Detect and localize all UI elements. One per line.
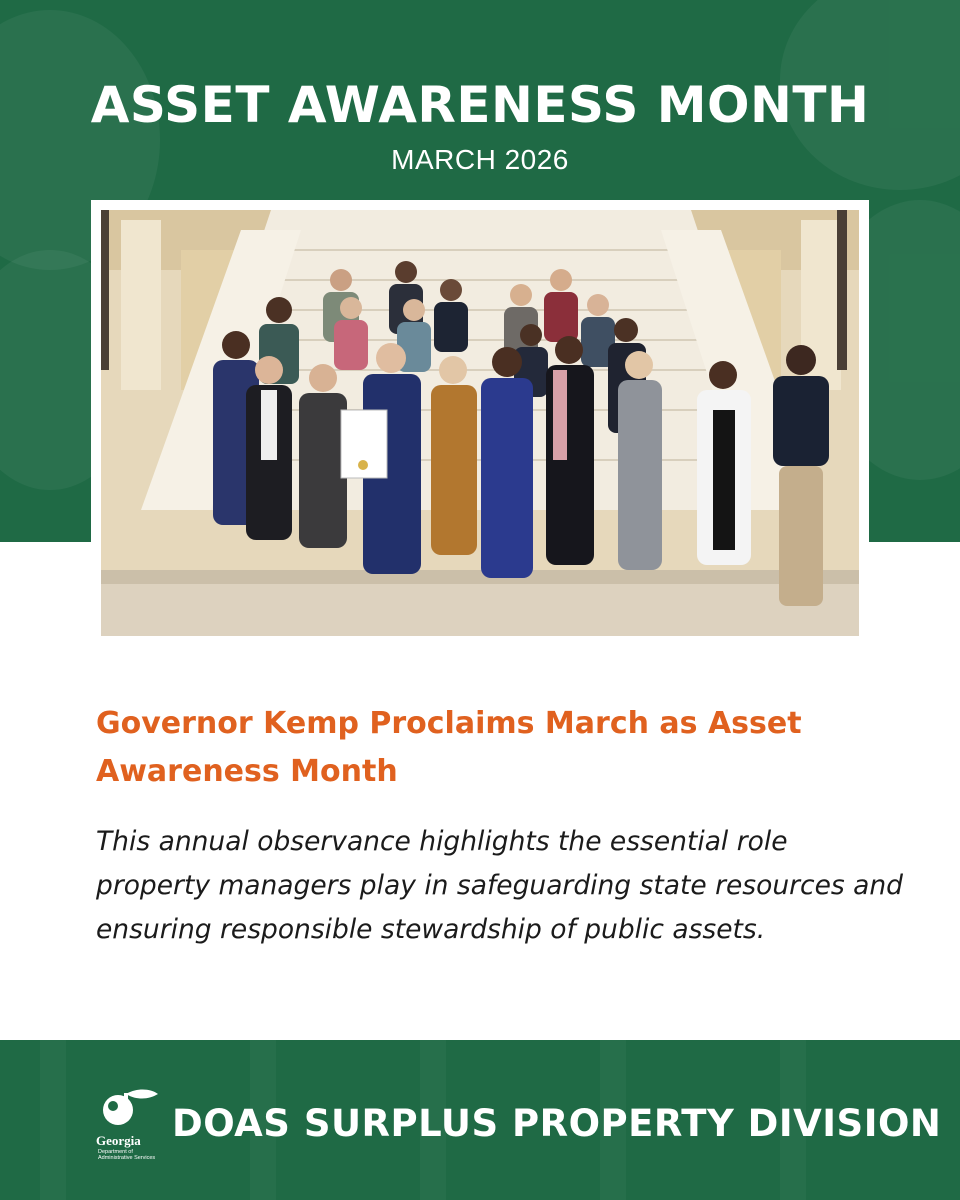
logo-wordmark: Georgia	[96, 1133, 141, 1148]
group-photo-image	[101, 210, 859, 636]
division-name: DOAS SURPLUS PROPERTY DIVISION	[172, 1102, 942, 1145]
article-headline: Governor Kemp Proclaims March as Asset Awareness Month	[96, 706, 802, 789]
page-title: ASSET AWARENESS MONTH	[90, 76, 870, 134]
article-body: This annual observance highlights the essential role property managers play in safeguarding state resources and ensuring responsible stewardship of public assets.	[96, 826, 903, 945]
building-column-decoration	[40, 1040, 66, 1200]
logo-subtitle: Department of Administrative Services	[98, 1149, 156, 1161]
group-photo	[101, 210, 859, 636]
page-subtitle: MARCH 2026	[391, 144, 569, 175]
